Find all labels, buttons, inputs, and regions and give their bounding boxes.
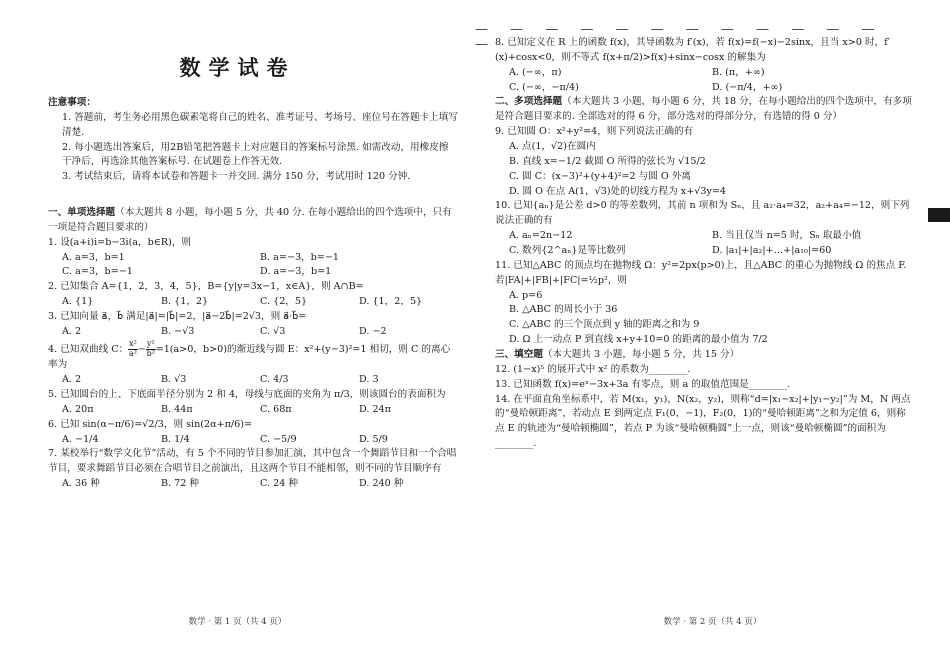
q8-option-a: A. (−∞，π) [509, 66, 562, 78]
q6-stem: 6. 已知 sin(α−π/6)=√2/3，则 sin(2α+π/6)= [48, 418, 253, 430]
question-9 [495, 125, 915, 199]
q7-option-c: C. 24 种 [260, 478, 298, 490]
q6-option-c: C. −5/9 [260, 433, 297, 445]
notice-1: 1. 答题前，考生务必用黑色碳素笔将自己的姓名、准考证号、考场号、座位号在答题卡上填写清楚. [62, 111, 458, 138]
question-5 [48, 388, 458, 418]
q5-option-b: B. 44π [161, 403, 193, 415]
q1-options-cd [48, 265, 458, 280]
q1-option-c: C. a=3，b=−1 [62, 266, 133, 278]
q11-option-c: C. △ABC 的三个顶点到 y 轴的距离之和为 9 [509, 319, 700, 331]
q7-options [48, 477, 458, 492]
question-14: 14. 在平面直角坐标系中，若 M(x₁，y₁)，N(x₂，y₂)，则称“d=|x₁−x₂|+|y₁−y₂|”为 M，N 两点的“曼哈顿距离”，若动点 E 到两定点 F₁(0，−1)，F₂(0，1)的“曼哈顿距离”之和为定值 6，则称点 E 的轨迹为“曼哈顿椭圆”，若点 P 为该“曼哈顿椭圆”上一点，则该“曼哈顿椭圆”的面积为________. [495, 393, 911, 450]
section-2-desc: （本大题共 3 小题，每小题 6 分，共 18 分，在每小题给出的四个选项中，有多项是符合题目要求的. 全部选对的得 6 分，部分选对的得部分分，有选错的得 0 分） [495, 96, 912, 123]
section-2-title: 二、多项选择题 [495, 96, 563, 108]
q11-option-b: B. △ABC 的周长小于 36 [509, 304, 618, 316]
q8-options-ab [495, 66, 915, 81]
q11-stem: 11. 已知△ABC 的顶点均在抛物线 Ω：y²=2px(p>0)上，且△ABC 的重心为抛物线 Ω 的焦点 F. 若|FA|+|FB|+|FC|=½p²，则 [495, 259, 907, 286]
question-12: 12. (1−x)⁵ 的展开式中 x² 的系数为________. [495, 363, 691, 375]
q9-stem: 9. 已知圆 O：x²+y²=4，则下列说法正确的有 [495, 126, 694, 138]
q8-stem: 8. 已知定义在 R 上的函数 f(x)，其导函数为 f′(x)，若 f(x)=f(−x)−2sinx，且当 x>0 时，f′(x)+cosx<0，则不等式 f(x+π/2)>f(x)+sinx−cosx 的解集为 [495, 37, 890, 63]
question-1 [48, 236, 458, 281]
section-1-title: 一、单项选择题 [48, 207, 116, 218]
q9-option-c: C. 圆 C：(x−3)²+(y+4)²=2 与圆 O 外离 [509, 170, 692, 182]
page-title: 数学试卷 [179, 55, 296, 80]
q3-stem: 3. 已知向量 a⃗，b⃗ 满足|a⃗|=|b⃗|=2，|a⃗−2b⃗|=2√3，则 a⃗·b⃗= [48, 311, 307, 323]
q4-option-a: A. 2 [62, 374, 82, 386]
q1-options-ab [48, 251, 458, 266]
q1-stem: 1. 设(a+i)i=b−3i(a，b∈R)，则 [48, 236, 192, 248]
q10-option-c: C. 数列{2^aₙ}是等比数列 [509, 245, 626, 257]
q4-frac-y [146, 340, 156, 359]
q4-option-b: B. √3 [161, 374, 187, 386]
q4-frac-y-den: b² [146, 348, 155, 358]
q7-option-d: D. 240 种 [359, 478, 404, 490]
q2-option-d: D. {1，2，5} [359, 296, 423, 308]
section-3-desc: （本大题共 3 小题，每小题 5 分，共 15 分） [542, 349, 740, 361]
q5-option-d: D. 24π [359, 403, 391, 415]
q4-stem-b: =1(a>0，b>0)的渐近线与圆 E：x²+(y−3)²=1 相切，则 C 的离心率为 [48, 343, 451, 371]
q6-option-b: B. 1/4 [161, 433, 190, 445]
header-dashes: — — — — — — — — — — — — — [475, 22, 884, 52]
q4-frac-x-den: a² [129, 348, 137, 358]
q10-stem: 10. 已知{aₙ}是公差 d>0 的等差数列，其前 n 项和为 Sₙ，且 a₂·a₄=32，a₂+a₄=−12，则下列说法正确的有 [495, 200, 910, 227]
q7-option-b: B. 72 种 [161, 478, 200, 490]
q1-option-b: B. a=−3，b=−1 [260, 251, 339, 263]
q11-option-a: A. p=6 [509, 289, 543, 301]
q5-options [48, 403, 458, 418]
section-1-header [48, 206, 458, 236]
q6-option-a: A. −1/4 [62, 433, 99, 445]
q4-option-c: C. 4/3 [260, 374, 289, 386]
q10-options-ab [495, 229, 915, 244]
q11-option-d: D. Ω 上一动点 P 到直线 x+y+10=0 的距离的最小值为 7/2 [509, 334, 768, 346]
q10-options-cd [495, 244, 915, 259]
question-13: 13. 已知函数 f(x)=eˣ−3x+3a 有零点，则 a 的取值范围是________. [495, 378, 791, 390]
question-7 [48, 447, 458, 492]
question-6 [48, 418, 458, 448]
q3-options [48, 325, 458, 340]
q7-stem: 7. 某校举行“数学文化节”活动，有 5 个不同的节目参加汇演，其中包含一个舞蹈节目和一个合唱节目，要求舞蹈节目必须在合唱节目之前演出，且这两个节目不能相邻，则不同的节目顺序有 [48, 448, 457, 475]
right-footer: 数学 · 第 2 页（共 4 页） [663, 617, 762, 627]
section-1 [48, 206, 458, 492]
q5-option-a: A. 20π [62, 403, 94, 415]
left-footer: 数学 · 第 1 页（共 4 页） [188, 617, 287, 627]
q6-option-d: D. 5/9 [359, 433, 388, 445]
q9-option-d: D. 圆 O 在点 A(1，√3)处的切线方程为 x+√3y=4 [509, 185, 727, 197]
q10-option-b: B. 当且仅当 n=5 时，Sₙ 取最小值 [712, 230, 862, 242]
q4-stem-a: 4. 已知双曲线 C： [48, 343, 129, 355]
q2-options [48, 295, 458, 310]
question-2 [48, 280, 458, 310]
section-1-desc: （本大题共 8 小题，每小题 5 分，共 40 分. 在每小题给出的四个选项中，只有一项是符合题目要求的） [48, 207, 452, 233]
q6-options [48, 433, 458, 448]
q7-option-a: A. 36 种 [62, 478, 100, 490]
q2-option-c: C. {2，5} [260, 296, 308, 308]
q10-option-a: A. aₙ=2n−12 [509, 230, 573, 242]
q5-stem: 5. 已知圆台的上、下底面半径分别为 2 和 4，母线与底面的夹角为 π/3，则该圆台的表面积为 [48, 389, 446, 401]
section-2-header [495, 95, 915, 125]
question-8 [495, 36, 915, 95]
question-10 [495, 199, 915, 258]
q3-option-c: C. √3 [260, 325, 286, 337]
notice-2: 2. 每小题选出答案后，用2B铅笔把答题卡上对应题目的答案标号涂黑. 如需改动，用橡皮擦干净后，再选涂其他答案标号. 在试题卷上作答无效. [62, 141, 449, 168]
q2-option-a: A. {1} [62, 296, 94, 308]
notice-title: 注意事项： [48, 97, 96, 108]
q8-option-d: D. (−π/4，+∞) [712, 81, 783, 93]
q4-frac-x-num: x² [129, 338, 137, 348]
q9-option-a: A. 点(1，√2)在圆内 [509, 141, 596, 153]
q4-stem: 4. 已知双曲线 C： $\frac{\text{x²}}{\text{a²}}$ − $\frac{\text{y²}}{\text{b²}}$ =1(a>0，b>0)的渐近线与圆 E：x²+(y−3)²=1 相切，则 C 的离心率为 [48, 338, 451, 371]
q4-frac-y-num: y² [146, 338, 155, 348]
notice-3: 3. 考试结束后，请将本试卷和答题卡一并交回. 满分 150 分，考试用时 120 分钟. [62, 171, 411, 183]
q2-option-b: B. {1，2} [161, 296, 209, 308]
q1-option-d: D. a=−3，b=1 [260, 266, 332, 278]
q9-option-b: B. 直线 x=−1/2 截圆 O 所得的弦长为 √15/2 [509, 155, 706, 167]
q8-option-c: C. (−∞，−π/4) [509, 81, 579, 93]
right-page [475, 0, 950, 654]
q4-options [48, 373, 458, 388]
section-3-title: 三、填空题 [495, 349, 543, 361]
right-content [495, 36, 915, 452]
section-3-header [495, 348, 915, 363]
q4-option-d: D. 3 [359, 374, 379, 386]
q10-option-d: D. |a₁|+|a₂|+…+|a₁₀|=60 [712, 245, 832, 257]
q5-option-c: C. 68π [260, 403, 292, 415]
q2-stem: 2. 已知集合 A={1，2，3，4，5}，B={y|y=3x−1，x∈A}，则 A∩B= [48, 281, 364, 293]
q3-option-b: B. −√3 [161, 325, 195, 337]
q3-option-a: A. 2 [62, 325, 82, 337]
q8-options-cd [495, 81, 915, 96]
q1-option-a: A. a=3，b=1 [62, 251, 125, 263]
question-11 [495, 259, 915, 348]
q8-option-b: B. (π，+∞) [712, 66, 765, 78]
question-4 [48, 340, 458, 388]
q3-option-d: D. −2 [359, 325, 387, 337]
question-3 [48, 310, 458, 340]
q4-frac-x [128, 340, 138, 359]
notice-block [48, 96, 458, 185]
